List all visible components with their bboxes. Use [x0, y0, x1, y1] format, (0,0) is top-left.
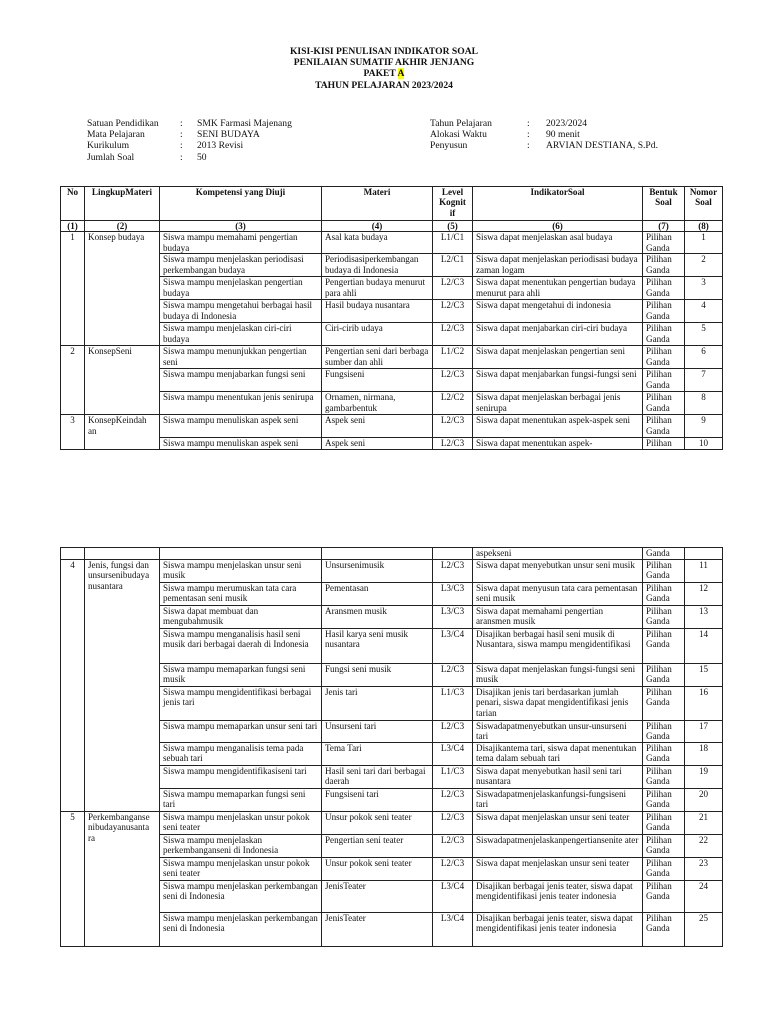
table-header-row: [61, 187, 723, 221]
col-number: (6): [473, 221, 643, 232]
cell-lingkup-materi: [85, 548, 160, 560]
table-row: [61, 913, 723, 947]
cell-nomor-soal: 2: [685, 254, 723, 277]
cell-materi: Aransmen musik: [322, 606, 433, 629]
cell-kompetensi: Siswa mampu memaparkan fungsi seni tari: [160, 789, 322, 812]
cell-bentuk-soal: Pilihan Ganda: [643, 560, 685, 583]
cell-indikator-soal: Siswa dapat mengetahui di indonesia: [473, 300, 643, 323]
col-number: (2): [85, 221, 160, 232]
cell-level-kognitif: L3/C4: [433, 913, 473, 947]
cell-kompetensi: Siswa mampu mengidentifikasi berbagai jenis tari: [160, 687, 322, 721]
info-value: SMK Farmasi Majenang: [197, 118, 292, 129]
cell-indikator-soal: Siswadapatmenyebutkan unsur-unsurseni tari: [473, 721, 643, 743]
cell-nomor-soal: 6: [685, 346, 723, 369]
cell-nomor-soal: 13: [685, 606, 723, 629]
info-label: Penyusun: [430, 140, 468, 152]
cell-lingkup-materi: KonsepKeindah an: [85, 415, 160, 450]
table-row: [61, 789, 723, 812]
kisi-kisi-table-page-2: [60, 547, 723, 947]
col-header-no: No: [61, 187, 85, 221]
cell-indikator-soal: Disajikan jenis tari berdasarkan jumlah penari, siswa dapat mengidentifikasi jenis tarian: [473, 687, 643, 721]
table-row: [61, 232, 723, 254]
cell-level-kognitif: L3/C3: [433, 606, 473, 629]
cell-kompetensi: Siswa mampu menjelaskan ciri-ciri budaya: [160, 323, 322, 346]
cell-materi: JenisTeater: [322, 881, 433, 913]
cell-kompetensi: Siswa mampu menuliskan aspek seni: [160, 415, 322, 438]
cell-kompetensi: Siswa mampu mengidentifikasiseni tari: [160, 766, 322, 789]
cell-bentuk-soal: Pilihan Ganda: [643, 812, 685, 835]
cell-materi: Hasil budaya nusantara: [322, 300, 433, 323]
cell-indikator-soal: Disajikan berbagai jenis teater, siswa dapat mengidentifikasi jenis teater indonesia: [473, 881, 643, 913]
cell-kompetensi: Siswa mampu menunjukkan pengertian seni: [160, 346, 322, 369]
cell-level-kognitif: L3/C4: [433, 743, 473, 766]
cell-nomor-soal: 21: [685, 812, 723, 835]
table-row: [61, 812, 723, 835]
cell-indikator-soal: Siswa dapat menjelaskan pengertian seni: [473, 346, 643, 369]
cell-materi: Aspek seni: [322, 438, 433, 450]
cell-nomor-soal: 8: [685, 392, 723, 415]
info-label: Jumlah Soal: [87, 151, 135, 163]
col-number: (8): [685, 221, 723, 232]
cell-lingkup-materi: Konsep budaya: [85, 232, 160, 346]
cell-bentuk-soal: Pilihan Ganda: [643, 254, 685, 277]
title-line-2: PENILAIAN SUMATIF AKHIR JENJANG: [293, 57, 475, 69]
table-row: [61, 629, 723, 664]
cell-level-kognitif: L2/C3: [433, 300, 473, 323]
info-row: [87, 152, 292, 163]
cell-indikator-soal: Siswa dapat menentukan aspek-aspek seni: [473, 415, 643, 438]
info-colon: :: [180, 140, 183, 152]
kisi-kisi-table-page-1: [60, 186, 723, 450]
cell-indikator-soal: Siswadapatmenjelaskanfungsi-fungsiseni tari: [473, 789, 643, 812]
cell-level-kognitif: L2/C3: [433, 560, 473, 583]
cell-level-kognitif: L1/C2: [433, 346, 473, 369]
cell-materi: Hasil seni tari dari berbagai daerah: [322, 766, 433, 789]
cell-kompetensi: [160, 548, 322, 560]
info-colon: :: [180, 129, 183, 141]
table-body-page-1: [61, 232, 723, 450]
cell-indikator-soal: Siswa dapat memahami pengertian aransmen musik: [473, 606, 643, 629]
cell-level-kognitif: L2/C3: [433, 369, 473, 392]
column-number-row: [61, 221, 723, 232]
cell-bentuk-soal: Pilihan Ganda: [643, 913, 685, 947]
cell-level-kognitif: L2/C3: [433, 664, 473, 687]
cell-indikator-soal: Disajikan berbagai hasil seni musik di Nusantara, siswa mampu mengidentifikasi: [473, 629, 643, 664]
cell-materi: [322, 548, 433, 560]
table-row: [61, 721, 723, 743]
cell-bentuk-soal: Pilihan Ganda: [643, 277, 685, 300]
table-row: [61, 560, 723, 583]
cell-level-kognitif: L2/C3: [433, 277, 473, 300]
table-row: [61, 664, 723, 687]
cell-nomor-soal: 3: [685, 277, 723, 300]
cell-no: 4: [61, 560, 85, 812]
table-row: [61, 743, 723, 766]
cell-indikator-soal: Siswa dapat menyusun tata cara pementasan seni musik: [473, 583, 643, 606]
cell-bentuk-soal: Pilihan Ganda: [643, 369, 685, 392]
cell-level-kognitif: L2/C2: [433, 392, 473, 415]
info-label: Mata Pelajaran: [87, 129, 145, 141]
cell-lingkup-materi: Jenis, fungsi dan unsursenibudaya nusantara: [85, 560, 160, 812]
info-value: 90 menit: [546, 129, 580, 141]
cell-bentuk-soal: Pilihan Ganda: [643, 346, 685, 369]
cell-kompetensi: Siswa mampu menjelaskan unsur pokok seni teater: [160, 858, 322, 881]
cell-bentuk-soal: Pilihan Ganda: [643, 415, 685, 438]
cell-nomor-soal: 25: [685, 913, 723, 947]
info-label: Alokasi Waktu: [430, 129, 487, 141]
cell-level-kognitif: L2/C3: [433, 835, 473, 858]
table-row: [61, 369, 723, 392]
table-body-page-2: [61, 548, 723, 947]
cell-level-kognitif: L2/C3: [433, 438, 473, 450]
info-label: Tahun Pelajaran: [430, 118, 492, 129]
cell-materi: Pementasan: [322, 583, 433, 606]
col-number: (4): [322, 221, 433, 232]
cell-bentuk-soal: Pilihan Ganda: [643, 789, 685, 812]
cell-nomor-soal: 14: [685, 629, 723, 664]
cell-bentuk-soal: Pilihan Ganda: [643, 881, 685, 913]
cell-indikator-soal: Siswa dapat menjelaskan fungsi-fungsi seni musik: [473, 664, 643, 687]
col-header-bentuk: Bentuk Soal: [643, 187, 685, 221]
cell-level-kognitif: L3/C3: [433, 583, 473, 606]
cell-indikator-soal: Siswa dapat menjelaskan periodisasi budaya zaman logam: [473, 254, 643, 277]
cell-materi: Asal kata budaya: [322, 232, 433, 254]
cell-level-kognitif: L1/C3: [433, 687, 473, 721]
table-row: [61, 835, 723, 858]
info-value: 2013 Revisi: [197, 140, 244, 152]
cell-kompetensi: Siswa mampu memaparkan fungsi seni musik: [160, 664, 322, 687]
title-line-3: [0, 68, 768, 79]
cell-no: 3: [61, 415, 85, 450]
cell-indikator-soal: Siswa dapat menentukan pengertian budaya menurut para ahli: [473, 277, 643, 300]
cell-kompetensi: Siswa mampu menganalisis hasil seni musik dari berbagai daerah di Indonesia: [160, 629, 322, 664]
cell-indikator-soal: Siswa dapat menyebutkan unsur seni musik: [473, 560, 643, 583]
cell-level-kognitif: L3/C4: [433, 881, 473, 913]
paket-label: PAKET: [363, 68, 396, 80]
cell-kompetensi: Siswa mampu menganalisis tema pada sebuah tari: [160, 743, 322, 766]
cell-kompetensi: Siswa mampu menjelaskan perkembangan seni di Indonesia: [160, 913, 322, 947]
col-number: (3): [160, 221, 322, 232]
cell-bentuk-soal: Pilihan Ganda: [643, 858, 685, 881]
title-line-4: TAHUN PELAJARAN 2023/2024: [315, 79, 453, 91]
info-left: [87, 118, 292, 163]
table-row: [61, 583, 723, 606]
cell-bentuk-soal: Pilihan Ganda: [643, 606, 685, 629]
cell-materi: Periodisasiperkembangan budaya di Indonesia: [322, 254, 433, 277]
paket-value-highlight: A: [397, 68, 405, 80]
cell-nomor-soal: 17: [685, 721, 723, 743]
cell-no: 5: [61, 812, 85, 947]
table-row: [61, 415, 723, 438]
info-value: ARVIAN DESTIANA, S.Pd.: [546, 140, 658, 152]
cell-bentuk-soal: Pilihan Ganda: [643, 392, 685, 415]
cell-materi: Fungsiseni tari: [322, 789, 433, 812]
cell-no: 2: [61, 346, 85, 415]
cell-materi: Ciri-cirib udaya: [322, 323, 433, 346]
cell-kompetensi: Siswa mampu menjelaskan unsur pokok seni teater: [160, 812, 322, 835]
cell-materi: JenisTeater: [322, 913, 433, 947]
col-header-nomor: Nomor Soal: [685, 187, 723, 221]
cell-materi: Fungsiseni: [322, 369, 433, 392]
cell-indikator-soal: Disajikantema tari, siswa dapat menentukan tema dalam sebuah tari: [473, 743, 643, 766]
col-number: (7): [643, 221, 685, 232]
info-colon: :: [527, 118, 530, 129]
col-header-materi: Materi: [322, 187, 433, 221]
cell-level-kognitif: L2/C3: [433, 721, 473, 743]
cell-nomor-soal: 1: [685, 232, 723, 254]
cell-materi: Pengertian seni dari berbaga sumber dan ahli: [322, 346, 433, 369]
cell-level-kognitif: L2/C3: [433, 789, 473, 812]
info-colon: :: [180, 151, 183, 163]
cell-indikator-soal: aspekseni: [473, 548, 643, 560]
cell-kompetensi: Siswa mampu mengetahui berbagai hasil budaya di Indonesia: [160, 300, 322, 323]
col-number: (5): [433, 221, 473, 232]
info-value: SENI BUDAYA: [197, 129, 260, 141]
cell-materi: Aspek seni: [322, 415, 433, 438]
info-label: Satuan Pendidikan: [87, 118, 159, 129]
cell-nomor-soal: 7: [685, 369, 723, 392]
cell-indikator-soal: Siswa dapat menjelaskan unsur seni teater: [473, 858, 643, 881]
cell-bentuk-soal: Pilihan Ganda: [643, 232, 685, 254]
cell-bentuk-soal: Pilihan Ganda: [643, 629, 685, 664]
cell-nomor-soal: 15: [685, 664, 723, 687]
info-colon: :: [180, 118, 183, 129]
document-title: [0, 46, 768, 91]
cell-level-kognitif: L3/C4: [433, 629, 473, 664]
cell-no: 1: [61, 232, 85, 346]
table-row: [61, 392, 723, 415]
cell-bentuk-soal: Pilihan Ganda: [643, 835, 685, 858]
cell-bentuk-soal: Ganda: [643, 548, 685, 560]
info-row: [430, 118, 658, 129]
cell-lingkup-materi: Perkembanganse nibudayanusanta ra: [85, 812, 160, 947]
table-row: [61, 881, 723, 913]
info-label: Kurikulum: [87, 140, 130, 152]
cell-bentuk-soal: Pilihan Ganda: [643, 664, 685, 687]
cell-nomor-soal: 12: [685, 583, 723, 606]
cell-indikator-soal: Siswa dapat menjelaskan asal budaya: [473, 232, 643, 254]
table-row: [61, 766, 723, 789]
info-row: [430, 129, 658, 140]
cell-kompetensi: Siswa mampu menjelaskan pengertian budaya: [160, 277, 322, 300]
info-colon: :: [527, 140, 530, 152]
cell-indikator-soal: Siswa dapat menjabarkan fungsi-fungsi seni: [473, 369, 643, 392]
col-header-indikator: IndikatorSoal: [473, 187, 643, 221]
cell-nomor-soal: 24: [685, 881, 723, 913]
cell-no: [61, 548, 85, 560]
cell-indikator-soal: Siswadapatmenjelaskanpengertiansenite ater: [473, 835, 643, 858]
info-value: 50: [197, 151, 207, 163]
cell-materi: Ornamen, nirmana, gambarbentuk: [322, 392, 433, 415]
table-row: [61, 277, 723, 300]
cell-materi: Jenis tari: [322, 687, 433, 721]
cell-materi: Unsurseni tari: [322, 721, 433, 743]
title-line-1: KISI-KISI PENULISAN INDIKATOR SOAL: [289, 46, 479, 57]
cell-level-kognitif: L1/C3: [433, 766, 473, 789]
info-row: [87, 129, 292, 140]
cell-kompetensi: Siswa dapat membuat dan mengubahmusik: [160, 606, 322, 629]
cell-level-kognitif: L2/C1: [433, 254, 473, 277]
col-number: (1): [61, 221, 85, 232]
cell-materi: Fungsi seni musik: [322, 664, 433, 687]
info-right: [430, 118, 658, 152]
cell-nomor-soal: 4: [685, 300, 723, 323]
table-row: [61, 438, 723, 450]
col-header-lingkup: LingkupMateri: [85, 187, 160, 221]
cell-kompetensi: Siswa mampu memahami pengertian budaya: [160, 232, 322, 254]
cell-materi: Unsur pokok seni teater: [322, 858, 433, 881]
cell-nomor-soal: 16: [685, 687, 723, 721]
cell-level-kognitif: L2/C3: [433, 415, 473, 438]
table-row: [61, 606, 723, 629]
cell-nomor-soal: 22: [685, 835, 723, 858]
table-row: [61, 858, 723, 881]
cell-kompetensi: Siswa mampu memaparkan unsur seni tari: [160, 721, 322, 743]
cell-bentuk-soal: Pilihan: [643, 438, 685, 450]
cell-nomor-soal: 18: [685, 743, 723, 766]
cell-lingkup-materi: KonsepSeni: [85, 346, 160, 415]
col-header-level: Level Kognit if: [433, 187, 473, 221]
cell-materi: Tema Tari: [322, 743, 433, 766]
table-row: [61, 254, 723, 277]
cell-indikator-soal: Siswa dapat menjabarkan ciri-ciri budaya: [473, 323, 643, 346]
cell-kompetensi: Siswa mampu menuliskan aspek seni: [160, 438, 322, 450]
cell-nomor-soal: 20: [685, 789, 723, 812]
cell-kompetensi: Siswa mampu menjelaskan perkembangan seni di Indonesia: [160, 881, 322, 913]
cell-bentuk-soal: Pilihan Ganda: [643, 323, 685, 346]
cell-bentuk-soal: Pilihan Ganda: [643, 583, 685, 606]
cell-nomor-soal: [685, 548, 723, 560]
cell-indikator-soal: Siswa dapat menyebutkan hasil seni tari nusantara: [473, 766, 643, 789]
cell-nomor-soal: 5: [685, 323, 723, 346]
col-header-kompetensi: Kompetensi yang Diuji: [160, 187, 322, 221]
table-row: [61, 687, 723, 721]
cell-indikator-soal: Disajikan berbagai jenis teater, siswa dapat mengidentifikasi jenis teater indonesia: [473, 913, 643, 947]
cell-kompetensi: Siswa mampu merumuskan tata cara pementasan seni musik: [160, 583, 322, 606]
cell-level-kognitif: [433, 548, 473, 560]
cell-nomor-soal: 19: [685, 766, 723, 789]
table-row: [61, 548, 723, 560]
cell-materi: Unsursenimusik: [322, 560, 433, 583]
cell-materi: Hasil karya seni musik nusantara: [322, 629, 433, 664]
cell-kompetensi: Siswa mampu menentukan jenis senirupa: [160, 392, 322, 415]
table-row: [61, 323, 723, 346]
cell-kompetensi: Siswa mampu menjelaskan perkembanganseni di Indonesia: [160, 835, 322, 858]
cell-level-kognitif: L2/C3: [433, 323, 473, 346]
cell-materi: Pengertian seni teater: [322, 835, 433, 858]
cell-level-kognitif: L2/C3: [433, 858, 473, 881]
info-row: [430, 140, 658, 151]
table-row: [61, 346, 723, 369]
cell-kompetensi: Siswa mampu menjelaskan periodisasi perkembangan budaya: [160, 254, 322, 277]
cell-nomor-soal: 23: [685, 858, 723, 881]
cell-materi: Pengertian budaya menurut para ahli: [322, 277, 433, 300]
cell-bentuk-soal: Pilihan Ganda: [643, 687, 685, 721]
cell-level-kognitif: L2/C3: [433, 812, 473, 835]
cell-level-kognitif: L1/C1: [433, 232, 473, 254]
cell-bentuk-soal: Pilihan Ganda: [643, 766, 685, 789]
cell-nomor-soal: 10: [685, 438, 723, 450]
table-row: [61, 300, 723, 323]
cell-kompetensi: Siswa mampu menjelaskan unsur seni musik: [160, 560, 322, 583]
cell-bentuk-soal: Pilihan Ganda: [643, 300, 685, 323]
cell-bentuk-soal: Pilihan Ganda: [643, 743, 685, 766]
cell-nomor-soal: 9: [685, 415, 723, 438]
cell-indikator-soal: Siswa dapat menjelaskan berbagai jenis senirupa: [473, 392, 643, 415]
info-row: [87, 118, 292, 129]
cell-materi: Unsur pokok seni teater: [322, 812, 433, 835]
cell-indikator-soal: Siswa dapat menentukan aspek-: [473, 438, 643, 450]
cell-bentuk-soal: Pilihan Ganda: [643, 721, 685, 743]
info-value: 2023/2024: [546, 118, 588, 129]
info-row: [87, 140, 292, 151]
cell-indikator-soal: Siswa dapat menjelaskan unsur seni teater: [473, 812, 643, 835]
info-colon: :: [527, 129, 530, 141]
cell-kompetensi: Siswa mampu menjabarkan fungsi seni: [160, 369, 322, 392]
cell-nomor-soal: 11: [685, 560, 723, 583]
